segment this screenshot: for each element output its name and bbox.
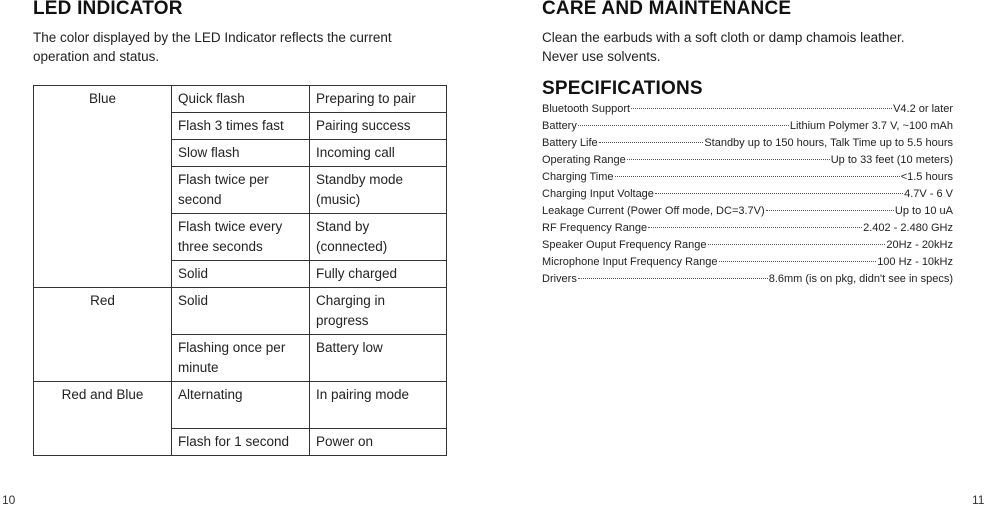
led-status-meaning-cell [310,167,447,214]
spec-row [542,220,953,237]
care-line: Clean the earbuds with a soft cloth or damp chamois leather. [542,30,905,45]
led-table-row [34,86,447,113]
flash-pattern-text: Alternating [178,387,243,402]
led-flash-pattern-cell [172,140,310,167]
led-color-cell: Red and Blue [34,382,172,456]
status-meaning-text: In pairing mode [316,387,410,402]
led-flash-pattern-cell [172,382,310,429]
status-meaning-text: Stand by [316,219,370,234]
care-paragraph [542,28,904,66]
spec-label: Charging Time [542,171,614,183]
dot-leader [599,142,704,143]
spec-value: Up to 10 uA [894,205,953,217]
left-page [0,0,470,509]
dot-leader [631,108,892,109]
led-intro-line: The color displayed by the LED Indicator reflects the current [33,30,392,45]
spec-row [542,169,953,186]
led-status-meaning-cell [310,86,447,113]
flash-pattern-text: Solid [178,266,209,281]
flash-pattern-text: second [178,192,222,207]
status-meaning-text: Incoming call [316,145,395,160]
dot-leader [719,261,877,262]
led-flash-pattern-cell [172,86,310,113]
led-status-meaning-cell [310,261,447,288]
spec-row [542,135,953,152]
spec-label: Bluetooth Support [542,103,631,115]
spec-label: Battery [542,120,577,132]
spec-value: Lithium Polymer 3.7 V, ~100 mAh [789,120,953,132]
flash-pattern-text: three seconds [178,239,263,254]
flash-pattern-text: minute [178,360,219,375]
care-maintenance-heading: CARE AND MAINTENANCE [542,0,792,19]
spec-value: 100 Hz - 10kHz [877,256,953,268]
led-intro-paragraph [33,28,392,66]
status-meaning-text: Preparing to pair [316,91,416,106]
status-meaning-text: Fully charged [316,266,398,281]
spec-value: <1.5 hours [900,171,953,183]
dot-leader [648,227,862,228]
spec-value: Up to 33 feet (10 meters) [830,154,953,166]
spec-label: Leakage Current (Power Off mode, DC=3.7V) [542,205,765,217]
status-meaning-text: Standby mode [316,172,404,187]
specifications-heading: SPECIFICATIONS [542,78,703,99]
status-meaning-text: (connected) [316,239,388,254]
status-meaning-text: Pairing success [316,118,411,133]
flash-pattern-text: Slow flash [178,145,240,160]
status-meaning-text: Battery low [316,340,383,355]
spec-label: Battery Life [542,137,598,149]
led-table-row [34,288,447,335]
status-meaning-text: Charging in [316,293,386,308]
spec-label: Speaker Ouput Frequency Range [542,239,707,251]
led-status-meaning-cell [310,288,447,335]
status-meaning-text: progress [316,313,369,328]
spec-value: V4.2 or later [893,103,953,115]
led-flash-pattern-cell [172,429,310,456]
spec-label: Microphone Input Frequency Range [542,256,718,268]
spec-value: 4.7V - 6 V [904,188,953,200]
spec-row [542,237,953,254]
led-status-meaning-cell [310,140,447,167]
dot-leader [627,159,830,160]
flash-pattern-text: Solid [178,293,209,308]
led-flash-pattern-cell [172,288,310,335]
dot-leader [578,278,768,279]
led-status-meaning-cell [310,429,447,456]
status-meaning-text: (music) [316,192,361,207]
spec-value: 8.6mm (is on pkg, didn't see in specs) [768,273,953,285]
spec-row [542,186,953,203]
flash-pattern-text: Flash twice every [178,219,283,234]
flash-pattern-text: Quick flash [178,91,245,106]
spec-label: Drivers [542,273,577,285]
right-page [500,0,985,509]
spec-value: 20Hz - 20kHz [886,239,953,251]
led-status-meaning-cell [310,382,447,429]
spec-row [542,254,953,271]
status-meaning-text: Power on [316,434,374,449]
dot-leader [615,176,900,177]
led-flash-pattern-cell [172,214,310,261]
led-color-cell: Red [34,288,172,382]
dot-leader [766,210,894,211]
spec-row [542,152,953,169]
dot-leader [578,125,789,126]
led-status-meaning-cell [310,113,447,140]
led-flash-pattern-cell [172,167,310,214]
spec-value: 2.402 - 2.480 GHz [863,222,953,234]
page-number-left: 10 [2,493,16,507]
flash-pattern-text: Flash 3 times fast [178,118,284,133]
spec-value: Standby up to 150 hours, Talk Time up to 5.5 hours [704,137,953,149]
led-flash-pattern-cell [172,261,310,288]
spec-row [542,203,953,220]
led-status-meaning-cell [310,335,447,382]
led-table-row [34,382,447,429]
led-indicator-heading: LED INDICATOR [33,0,183,19]
page-number-right: 11 [972,493,985,507]
flash-pattern-text: Flash twice per [178,172,269,187]
spec-label: Charging Input Voltage [542,188,654,200]
dot-leader [708,244,886,245]
led-status-meaning-cell [310,214,447,261]
led-status-table-body [34,86,447,456]
spec-label: Operating Range [542,154,626,166]
led-status-table [33,85,447,456]
care-line: Never use solvents. [542,49,661,64]
spec-row [542,271,953,288]
spec-row [542,101,953,118]
spec-row [542,118,953,135]
flash-pattern-text: Flash for 1 second [178,434,290,449]
specifications-list [542,101,953,288]
flash-pattern-text: Flashing once per [178,340,286,355]
led-flash-pattern-cell [172,113,310,140]
led-intro-line: operation and status. [33,49,160,64]
spec-label: RF Frequency Range [542,222,648,234]
led-color-cell: Blue [34,86,172,288]
dot-leader [655,193,903,194]
led-flash-pattern-cell [172,335,310,382]
